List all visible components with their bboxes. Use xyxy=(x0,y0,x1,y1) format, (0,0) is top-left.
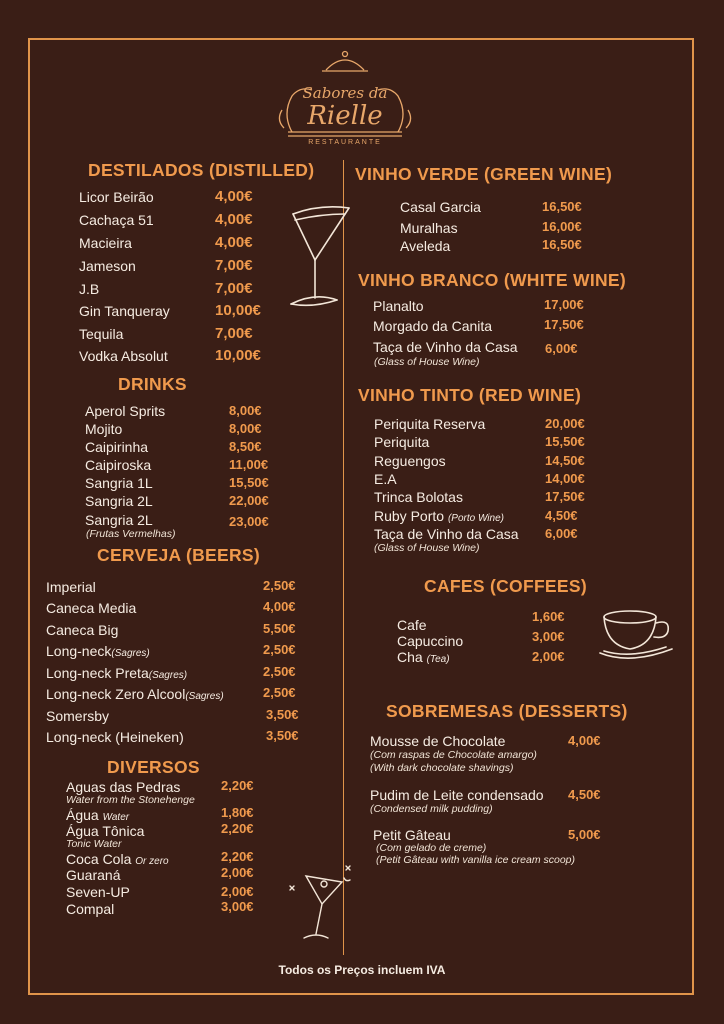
list-item: Licor Beirão xyxy=(79,189,154,205)
item-price: 4,00€ xyxy=(215,211,253,228)
vinho-verde-title: VINHO VERDE (GREEN WINE) xyxy=(355,164,613,184)
item-price: 8,00€ xyxy=(229,421,262,436)
list-item: J.B xyxy=(79,281,100,297)
item-price: 10,00€ xyxy=(215,347,261,364)
list-item: Taça de Vinho da Casa xyxy=(374,526,519,542)
list-item: Sangria 2L xyxy=(85,493,153,509)
item-price: 2,50€ xyxy=(263,664,296,679)
item-price: 6,00€ xyxy=(545,341,578,356)
item-price: 22,00€ xyxy=(229,493,269,508)
list-item: Reguengos xyxy=(374,453,446,469)
vinho-branco-title: VINHO BRANCO (WHITE WINE) xyxy=(358,270,627,290)
list-item: Sangria 2L xyxy=(85,512,153,528)
logo-line1: Sabores da xyxy=(302,84,388,102)
item-price: 2,50€ xyxy=(263,642,296,657)
list-item: Long-neck Zero Alcool(Sagres) xyxy=(46,686,224,702)
item-note: (Glass of House Wine) xyxy=(374,356,480,368)
item-price: 3,00€ xyxy=(532,629,565,644)
item-price: 5,50€ xyxy=(263,621,296,636)
list-item: Mousse de Chocolate xyxy=(370,733,506,749)
item-price: 6,00€ xyxy=(545,526,578,541)
list-item: Casal Garcia xyxy=(400,199,481,215)
item-price: 4,50€ xyxy=(545,508,578,523)
drinks-title: DRINKS xyxy=(118,374,187,394)
list-item: Long-neck(Sagres) xyxy=(46,643,150,659)
logo-line2: Rielle xyxy=(307,101,383,131)
item-price: 2,00€ xyxy=(532,649,565,664)
item-price: 17,50€ xyxy=(545,489,585,504)
item-price: 2,50€ xyxy=(263,685,296,700)
list-item: Água Tônica xyxy=(66,823,145,839)
list-item: Aperol Sprits xyxy=(85,403,166,419)
item-price: 16,00€ xyxy=(542,219,582,234)
list-item: Caneca Big xyxy=(46,622,119,638)
list-item: Água Water xyxy=(66,807,130,823)
item-note: Water from the Stonehenge xyxy=(66,794,195,806)
item-price: 5,00€ xyxy=(568,827,601,842)
list-item: Aguas das Pedras xyxy=(66,779,181,795)
item-price: 2,00€ xyxy=(221,884,254,899)
list-item: Petit Gâteau xyxy=(373,827,451,843)
list-item: Periquita Reserva xyxy=(374,416,486,432)
list-item: Compal xyxy=(66,901,115,917)
vinho-tinto-title: VINHO TINTO (RED WINE) xyxy=(358,385,582,405)
item-price: 7,00€ xyxy=(215,257,253,274)
item-price: 8,00€ xyxy=(229,403,262,418)
item-price: 14,00€ xyxy=(545,471,585,486)
item-note: (Condensed milk pudding) xyxy=(370,803,493,815)
item-price: 14,50€ xyxy=(545,453,585,468)
list-item: Cafe xyxy=(397,617,427,633)
list-item: Tequila xyxy=(79,326,124,342)
item-price: 3,50€ xyxy=(266,707,299,722)
list-item: Capuccino xyxy=(397,633,464,649)
list-item: Ruby Porto (Porto Wine) xyxy=(374,508,504,524)
item-price: 10,00€ xyxy=(215,302,261,319)
item-note: (Glass of House Wine) xyxy=(374,542,480,554)
item-price: 4,50€ xyxy=(568,787,601,802)
item-price: 3,00€ xyxy=(221,899,254,914)
item-note: (Com raspas de Chocolate amargo) xyxy=(370,749,537,761)
logo-line3: RESTAURANTE xyxy=(308,139,382,146)
item-price: 11,00€ xyxy=(229,457,269,472)
item-note: (With dark chocolate shavings) xyxy=(370,762,514,774)
list-item: Taça de Vinho da Casa xyxy=(373,339,518,355)
item-price: 2,50€ xyxy=(263,578,296,593)
item-price: 2,00€ xyxy=(221,865,254,880)
list-item: Planalto xyxy=(373,298,424,314)
item-price: 16,50€ xyxy=(542,237,582,252)
list-item: Aveleda xyxy=(400,238,451,254)
item-price: 2,20€ xyxy=(221,821,254,836)
footer-note: Todos os Preços incluem IVA xyxy=(278,963,446,977)
item-note: (Petit Gâteau with vanilla ice cream scoop) xyxy=(376,854,576,866)
list-item: Seven-UP xyxy=(66,884,130,900)
list-item: Caipiroska xyxy=(85,457,152,473)
list-item: Somersby xyxy=(46,708,110,724)
list-item: Trinca Bolotas xyxy=(374,489,463,505)
item-price: 7,00€ xyxy=(215,325,253,342)
item-note: (Frutas Vermelhas) xyxy=(86,528,176,540)
restaurant-logo xyxy=(270,44,420,154)
list-item: Coca Cola Or zero xyxy=(66,851,169,867)
item-price: 1,80€ xyxy=(221,805,254,820)
item-price: 2,20€ xyxy=(221,849,254,864)
item-price: 1,60€ xyxy=(532,609,565,624)
list-item: Cha (Tea) xyxy=(397,649,450,665)
item-price: 23,00€ xyxy=(229,514,269,529)
coffee-cup-icon xyxy=(598,603,678,665)
list-item: Periquita xyxy=(374,434,430,450)
cerveja-title: CERVEJA (BEERS) xyxy=(97,545,261,565)
item-price: 4,00€ xyxy=(568,733,601,748)
item-price: 4,00€ xyxy=(215,234,253,251)
list-item: Long-neck (Heineken) xyxy=(46,729,184,745)
list-item: Vodka Absolut xyxy=(79,348,168,364)
item-note: (Com gelado de creme) xyxy=(376,842,487,854)
list-item: Caipirinha xyxy=(85,439,149,455)
sobremesas-title: SOBREMESAS (DESSERTS) xyxy=(386,701,628,721)
item-note: Tonic Water xyxy=(66,838,122,850)
list-item: Caneca Media xyxy=(46,600,137,616)
item-price: 16,50€ xyxy=(542,199,582,214)
item-price: 4,00€ xyxy=(215,188,253,205)
list-item: Cachaça 51 xyxy=(79,212,154,228)
martini-glass-icon xyxy=(285,200,355,312)
item-price: 20,00€ xyxy=(545,416,585,431)
list-item: Long-neck Preta(Sagres) xyxy=(46,665,188,681)
cocktail-glass-icon xyxy=(284,862,356,944)
list-item: Morgado da Canita xyxy=(373,318,493,334)
diversos-title: DIVERSOS xyxy=(107,757,200,777)
list-item: Pudim de Leite condensado xyxy=(370,787,544,803)
item-price: 4,00€ xyxy=(263,599,296,614)
item-price: 15,50€ xyxy=(229,475,269,490)
item-price: 17,00€ xyxy=(544,297,584,312)
destilados-title: DESTILADOS (DISTILLED) xyxy=(88,160,315,180)
item-price: 17,50€ xyxy=(544,317,584,332)
item-price: 3,50€ xyxy=(266,728,299,743)
list-item: Sangria 1L xyxy=(85,475,153,491)
list-item: Mojito xyxy=(85,421,123,437)
cafes-title: CAFES (COFFEES) xyxy=(424,576,587,596)
list-item: E.A xyxy=(374,471,397,487)
item-price: 15,50€ xyxy=(545,434,585,449)
list-item: Jameson xyxy=(79,258,136,274)
item-price: 7,00€ xyxy=(215,280,253,297)
list-item: Gin Tanqueray xyxy=(79,303,170,319)
list-item: Macieira xyxy=(79,235,132,251)
item-price: 8,50€ xyxy=(229,439,262,454)
list-item: Imperial xyxy=(46,579,96,595)
list-item: Muralhas xyxy=(400,220,458,236)
item-price: 2,20€ xyxy=(221,778,254,793)
list-item: Guaraná xyxy=(66,867,121,883)
